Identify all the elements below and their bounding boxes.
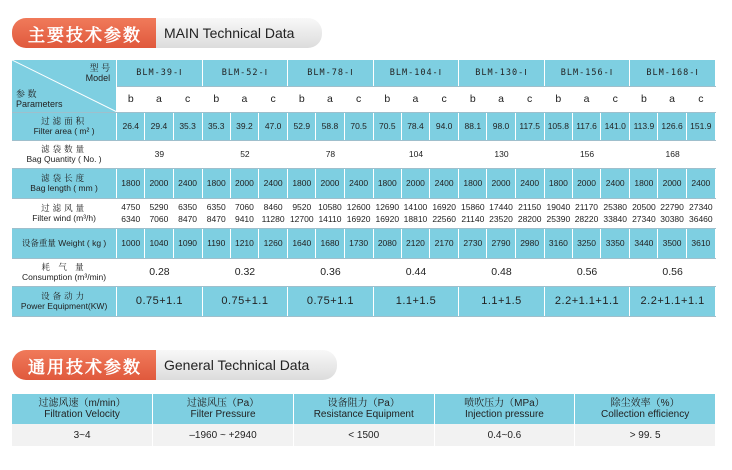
general-value: > 99. 5 [575, 424, 716, 446]
filter-wind-value [630, 198, 658, 228]
consumption-value: 0.28 [117, 258, 203, 286]
filter-wind-max: 28220 [574, 214, 599, 224]
filter-wind-min: 6350 [178, 202, 198, 212]
general-header-en: Injection pressure [464, 409, 544, 420]
filter-wind-min: 21170 [575, 202, 599, 212]
power-equipment-value: 1.1+1.5 [373, 286, 459, 316]
power-equipment-label-cn: 设备动力 [41, 291, 88, 301]
bag-length-value: 2400 [686, 168, 715, 198]
power-equipment-value: 0.75+1.1 [288, 286, 374, 316]
filter-wind-label [12, 198, 117, 228]
header-model-label: 型 号 Model [85, 63, 111, 83]
filter-area-label-en: Filter area ( m² ) [33, 126, 95, 136]
bag-quantity-value: 168 [630, 140, 716, 168]
bag-quantity-label [12, 140, 117, 168]
filter-area-value: 113.9 [630, 112, 658, 140]
section-header-general [12, 350, 337, 380]
filter-wind-value [487, 198, 515, 228]
power-equipment-value: 2.2+1.1+1.1 [544, 286, 630, 316]
variant-label: a [230, 86, 258, 112]
filter-area-value: 151.9 [686, 112, 715, 140]
filter-area-value: 117.5 [515, 112, 544, 140]
weight-value: 3160 [544, 228, 572, 258]
filter-wind-max: 7060 [149, 214, 169, 224]
variant-label: b [544, 86, 572, 112]
filter-wind-value [202, 198, 230, 228]
variant-label: c [344, 86, 373, 112]
bag-quantity-value: 52 [202, 140, 288, 168]
consumption-value: 0.32 [202, 258, 288, 286]
section-title-cn: 通用技术参数 [12, 350, 156, 380]
filter-wind-value [430, 198, 459, 228]
general-header [293, 394, 434, 424]
filter-wind-value [117, 198, 145, 228]
bag-length-value: 1800 [117, 168, 145, 198]
weight-value: 1000 [117, 228, 145, 258]
filter-area-value: 141.0 [601, 112, 630, 140]
weight-value: 1090 [173, 228, 202, 258]
filter-wind-value [401, 198, 429, 228]
filter-area-value: 98.0 [487, 112, 515, 140]
filter-wind-min: 16920 [432, 202, 456, 212]
general-header-cn: 除尘效率（%） [610, 398, 680, 409]
model-name: BLM-78-Ⅰ [288, 60, 374, 86]
weight-value: 1260 [259, 228, 288, 258]
bag-quantity-value: 156 [544, 140, 630, 168]
model-name: BLM-39-Ⅰ [117, 60, 203, 86]
filter-wind-value [230, 198, 258, 228]
filter-wind-min: 6350 [206, 202, 226, 212]
weight-value: 2170 [430, 228, 459, 258]
filter-area-value: 94.0 [430, 112, 459, 140]
section-header-main [12, 18, 322, 48]
weight-value: 2080 [373, 228, 401, 258]
filter-wind-max: 23520 [489, 214, 513, 224]
filter-wind-max: 36460 [689, 214, 713, 224]
variant-label: b [288, 86, 316, 112]
consumption-value: 0.48 [459, 258, 545, 286]
bag-length-value: 1800 [459, 168, 487, 198]
filter-wind-max: 30380 [660, 214, 684, 224]
bag-length-value: 2400 [173, 168, 202, 198]
bag-length-value: 2400 [259, 168, 288, 198]
general-header [575, 394, 716, 424]
variant-label: c [173, 86, 202, 112]
filter-wind-value [373, 198, 401, 228]
model-name: BLM-168-Ⅰ [630, 60, 716, 86]
bag-quantity-value: 39 [117, 140, 203, 168]
filter-wind-min: 4750 [121, 202, 141, 212]
power-equipment-label-en: Power Equipment(KW) [20, 301, 108, 311]
filter-area-label [12, 112, 117, 140]
power-equipment-value: 0.75+1.1 [117, 286, 203, 316]
header-param-label: 参 数 Parameters [16, 88, 63, 109]
general-header-en: Filtration Velocity [44, 409, 120, 420]
filter-wind-value [572, 198, 600, 228]
general-header [12, 394, 153, 424]
filter-wind-min: 5290 [149, 202, 169, 212]
variant-label: c [430, 86, 459, 112]
weight-value: 3610 [686, 228, 715, 258]
section-title-en: General Technical Data [156, 350, 337, 380]
header-corner-cell [12, 60, 117, 112]
variant-label: b [630, 86, 658, 112]
general-value: < 1500 [293, 424, 434, 446]
weight-value: 1040 [145, 228, 173, 258]
filter-wind-min: 12600 [346, 202, 371, 212]
filter-wind-value [145, 198, 173, 228]
filter-wind-min: 17440 [489, 202, 513, 212]
general-header-cn: 喷吹压力（MPa） [464, 398, 545, 409]
filter-wind-value [459, 198, 487, 228]
weight-value: 2790 [487, 228, 515, 258]
power-equipment-value: 1.1+1.5 [459, 286, 545, 316]
filter-wind-min: 8460 [263, 202, 283, 212]
bag-length-value: 2000 [572, 168, 600, 198]
filter-wind-value [259, 198, 288, 228]
bag-length-value: 2000 [487, 168, 515, 198]
filter-area-value: 47.0 [259, 112, 288, 140]
variant-label: c [259, 86, 288, 112]
variant-label: b [117, 86, 145, 112]
consumption-value: 0.44 [373, 258, 459, 286]
general-header-en: Resistance Equipment [313, 409, 414, 420]
variant-label: a [145, 86, 173, 112]
general-value: 0.4~0.6 [434, 424, 575, 446]
bag-length-value: 2000 [401, 168, 429, 198]
bag-length-value: 1800 [202, 168, 230, 198]
filter-wind-min: 15860 [461, 202, 485, 212]
bag-quantity-value: 78 [288, 140, 374, 168]
filter-wind-max: 8470 [206, 214, 226, 224]
weight-value: 2980 [515, 228, 544, 258]
filter-wind-max: 33840 [603, 214, 628, 224]
filter-wind-max: 16920 [346, 214, 371, 224]
power-equipment-value: 2.2+1.1+1.1 [630, 286, 716, 316]
model-name: BLM-130-Ⅰ [459, 60, 545, 86]
weight-value: 3440 [630, 228, 658, 258]
general-header-en: Collection efficiency [601, 409, 690, 420]
filter-wind-min: 14100 [403, 202, 428, 212]
bag-length-value: 2400 [430, 168, 459, 198]
variant-label: b [202, 86, 230, 112]
weight-value: 3500 [658, 228, 686, 258]
variant-label: c [686, 86, 715, 112]
section-title-cn: 主要技术参数 [12, 18, 156, 48]
general-header-en: Filter Pressure [190, 409, 256, 420]
general-technical-table [12, 394, 716, 446]
filter-wind-min: 19040 [546, 202, 571, 212]
filter-wind-max: 16920 [375, 214, 400, 224]
filter-wind-max: 8470 [178, 214, 198, 224]
bag-length-label-en: Bag length ( mm ) [30, 183, 98, 193]
variant-label: c [515, 86, 544, 112]
filter-wind-max: 18810 [403, 214, 428, 224]
filter-wind-value [658, 198, 686, 228]
variant-label: a [658, 86, 686, 112]
filter-wind-value [344, 198, 373, 228]
model-name: BLM-52-Ⅰ [202, 60, 288, 86]
bag-length-label-cn: 滤袋长度 [41, 173, 88, 183]
variant-label: a [487, 86, 515, 112]
filter-wind-max: 12700 [289, 214, 314, 224]
weight-value: 2730 [459, 228, 487, 258]
filter-area-value: 29.4 [145, 112, 173, 140]
consumption-value: 0.36 [288, 258, 374, 286]
bag-length-value: 2000 [230, 168, 258, 198]
variant-label: b [459, 86, 487, 112]
weight-value: 1730 [344, 228, 373, 258]
weight-value: 2120 [401, 228, 429, 258]
bag-length-value: 1800 [544, 168, 572, 198]
filter-wind-min: 20500 [632, 202, 656, 212]
filter-area-value: 70.5 [373, 112, 401, 140]
filter-wind-label-cn: 过滤风量 [41, 203, 88, 213]
filter-wind-value [686, 198, 715, 228]
weight-value: 3350 [601, 228, 630, 258]
general-value: 3~4 [12, 424, 153, 446]
filter-wind-value [288, 198, 316, 228]
bag-quantity-label-en: Bag Quantity ( No. ) [26, 154, 102, 164]
weight-value: 1640 [288, 228, 316, 258]
filter-wind-value [316, 198, 344, 228]
general-header [153, 394, 294, 424]
bag-quantity-label-cn: 滤袋数量 [41, 144, 88, 154]
filter-area-value: 26.4 [117, 112, 145, 140]
general-header-cn: 过滤风压（Pa） [186, 398, 260, 409]
general-header-cn: 设备阻力（Pa） [327, 398, 400, 409]
section-title-en: MAIN Technical Data [156, 18, 322, 48]
general-value: –1960 ~ +2940 [153, 424, 294, 446]
bag-length-value: 2400 [515, 168, 544, 198]
variant-label: a [401, 86, 429, 112]
variant-label: c [601, 86, 630, 112]
filter-area-value: 105.8 [544, 112, 572, 140]
filter-wind-min: 7060 [234, 202, 254, 212]
filter-wind-value [515, 198, 544, 228]
power-equipment-value: 0.75+1.1 [202, 286, 288, 316]
filter-area-value: 70.5 [344, 112, 373, 140]
general-header-cn: 过滤风速（m/min） [38, 398, 126, 409]
filter-area-value: 35.3 [173, 112, 202, 140]
filter-area-label-cn: 过滤面积 [41, 116, 88, 126]
bag-length-value: 2400 [601, 168, 630, 198]
filter-wind-min: 9520 [292, 202, 312, 212]
general-header [434, 394, 575, 424]
consumption-label [12, 258, 117, 286]
main-technical-table [12, 60, 716, 317]
filter-wind-max: 14110 [318, 214, 342, 224]
variant-label: a [572, 86, 600, 112]
bag-length-value: 2000 [658, 168, 686, 198]
filter-wind-max: 28200 [517, 214, 542, 224]
filter-wind-max: 6340 [121, 214, 141, 224]
bag-length-value: 2400 [344, 168, 373, 198]
filter-area-value: 39.2 [230, 112, 258, 140]
filter-area-value: 117.6 [572, 112, 600, 140]
bag-quantity-value: 130 [459, 140, 545, 168]
filter-wind-max: 9410 [234, 214, 254, 224]
consumption-label-en: Consumption (m³/min) [22, 272, 107, 282]
weight-value: 1680 [316, 228, 344, 258]
filter-wind-min: 27340 [689, 202, 713, 212]
filter-wind-value [544, 198, 572, 228]
filter-wind-min: 10580 [318, 202, 342, 212]
bag-length-value: 1800 [288, 168, 316, 198]
filter-wind-min: 12690 [375, 202, 400, 212]
filter-area-value: 52.9 [288, 112, 316, 140]
variant-label: b [373, 86, 401, 112]
bag-length-value: 1800 [630, 168, 658, 198]
filter-wind-max: 22560 [432, 214, 456, 224]
model-name: BLM-104-Ⅰ [373, 60, 459, 86]
filter-wind-max: 25390 [546, 214, 571, 224]
filter-wind-label-en: Filter wind (m³/h) [32, 213, 96, 223]
filter-wind-max: 21140 [461, 214, 485, 224]
power-equipment-label [12, 286, 117, 316]
filter-wind-max: 11280 [261, 214, 285, 224]
bag-length-value: 2000 [145, 168, 173, 198]
model-name: BLM-156-Ⅰ [544, 60, 630, 86]
consumption-value: 0.56 [630, 258, 716, 286]
weight-value: 1190 [202, 228, 230, 258]
bag-length-value: 1800 [373, 168, 401, 198]
weight-label: 设备重量 Weight ( kg ) [12, 228, 117, 258]
filter-area-value: 35.3 [202, 112, 230, 140]
filter-wind-min: 22790 [660, 202, 684, 212]
filter-area-value: 88.1 [459, 112, 487, 140]
filter-wind-value [601, 198, 630, 228]
bag-length-label [12, 168, 117, 198]
filter-wind-min: 21150 [518, 202, 542, 212]
variant-label: a [316, 86, 344, 112]
filter-wind-max: 27340 [632, 214, 656, 224]
bag-length-value: 2000 [316, 168, 344, 198]
consumption-label-cn: 耗 气 量 [41, 262, 87, 272]
consumption-value: 0.56 [544, 258, 630, 286]
filter-wind-min: 25380 [603, 202, 628, 212]
filter-wind-value [173, 198, 202, 228]
filter-area-value: 58.8 [316, 112, 344, 140]
filter-area-value: 78.4 [401, 112, 429, 140]
bag-quantity-value: 104 [373, 140, 459, 168]
filter-area-value: 126.6 [658, 112, 686, 140]
weight-value: 1210 [230, 228, 258, 258]
weight-value: 3250 [572, 228, 600, 258]
